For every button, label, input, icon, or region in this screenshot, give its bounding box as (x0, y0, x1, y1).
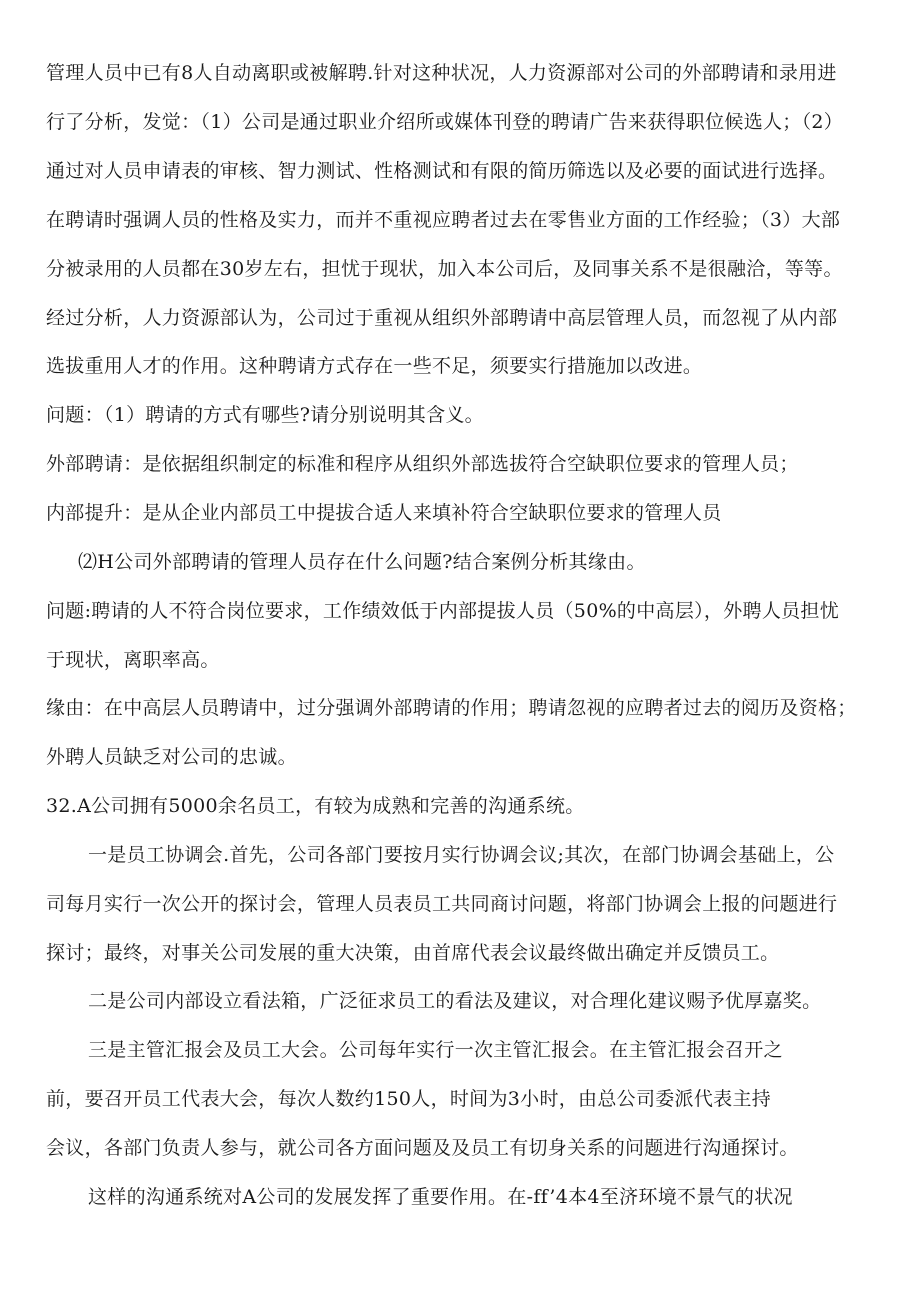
text-line: 外聘人员缺乏对公司的忠诚。 (46, 746, 297, 768)
section-heading: 32.A公司拥有5000余名员工，有较为成熟和完善的沟通系统。 (46, 795, 585, 817)
text-line: 探讨；最终，对事关公司发展的重大决策，由首席代表会议最终做出确定并反馈员工。 (46, 942, 780, 964)
text-line: 经过分析，人力资源部认为，公司过于重视从组织外部聘请中高层管理人员，而忽视了从内部 (46, 307, 838, 329)
text-line: 三是主管汇报会及员工大会。公司每年实行一次主管汇报会。在主管汇报会召开之 (88, 1039, 783, 1061)
text-line: 缘由：在中高层人员聘请中，过分强调外部聘请的作用；聘请忽视的应聘者过去的阅历及资格； (46, 697, 857, 719)
text-line: 选拔重用人才的作用。这种聘请方式存在一些不足，须要实行措施加以改进。 (46, 355, 703, 377)
question-heading: 问题：（1）聘请的方式有哪些?请分别说明其含义。 (46, 404, 484, 426)
text-line: 通过对人员申请表的审核、智力测试、性格测试和有限的简历筛选以及必要的面试进行选择。 (46, 160, 838, 182)
text-line: 一是员工协调会.首先，公司各部门要按月实行协调会议;其次，在部门协调会基础上，公 (88, 844, 835, 866)
text-line: 前，要召开员工代表大会，每次人数约150人，时间为3小时，由总公司委派代表主持 (46, 1088, 772, 1110)
question-heading: ⑵H公司外部聘请的管理人员存在什么问题?结合案例分析其缘由。 (78, 551, 646, 573)
text-line: 分被录用的人员都在30岁左右，担忧于现状，加入本公司后，及同事关系不是很融洽，等等。 (46, 258, 843, 280)
text-line: 二是公司内部设立看法箱，广泛征求员工的看法及建议，对合理化建议赐予优厚嘉奖。 (88, 990, 822, 1012)
text-line: 在聘请时强调人员的性格及实力，而并不重视应聘者过去在零售业方面的工作经验；（3）大部 (46, 209, 841, 231)
text-line: 问题:聘请的人不符合岗位要求，工作绩效低于内部提拔人员（50%的中高层），外聘人员担忧 (46, 600, 840, 622)
text-line: 外部聘请：是依据组织制定的标准和程序从组织外部选拔符合空缺职位要求的管理人员； (46, 453, 799, 475)
text-line: 这样的沟通系统对A公司的发展发挥了重要作用。在-ff’4本4至济环境不景气的状况 (88, 1186, 793, 1208)
text-line: 行了分析，发觉：（1）公司是通过职业介绍所或媒体刊登的聘请广告来获得职位候选人；（2） (46, 111, 844, 133)
text-line: 司每月实行一次公开的探讨会，管理人员表员工共同商讨问题，将部门协调会上报的问题进行 (46, 893, 838, 915)
text-line: 管理人员中已有8人自动离职或被解聘.针对这种状况，人力资源部对公司的外部聘请和录用进 (46, 62, 837, 84)
text-line: 于现状，离职率高。 (46, 649, 220, 671)
text-line: 内部提升：是从企业内部员工中提拔合适人来填补符合空缺职位要求的管理人员 (46, 502, 722, 524)
text-line: 会议，各部门负责人参与，就公司各方面问题及及员工有切身关系的问题进行沟通探讨。 (46, 1137, 799, 1159)
